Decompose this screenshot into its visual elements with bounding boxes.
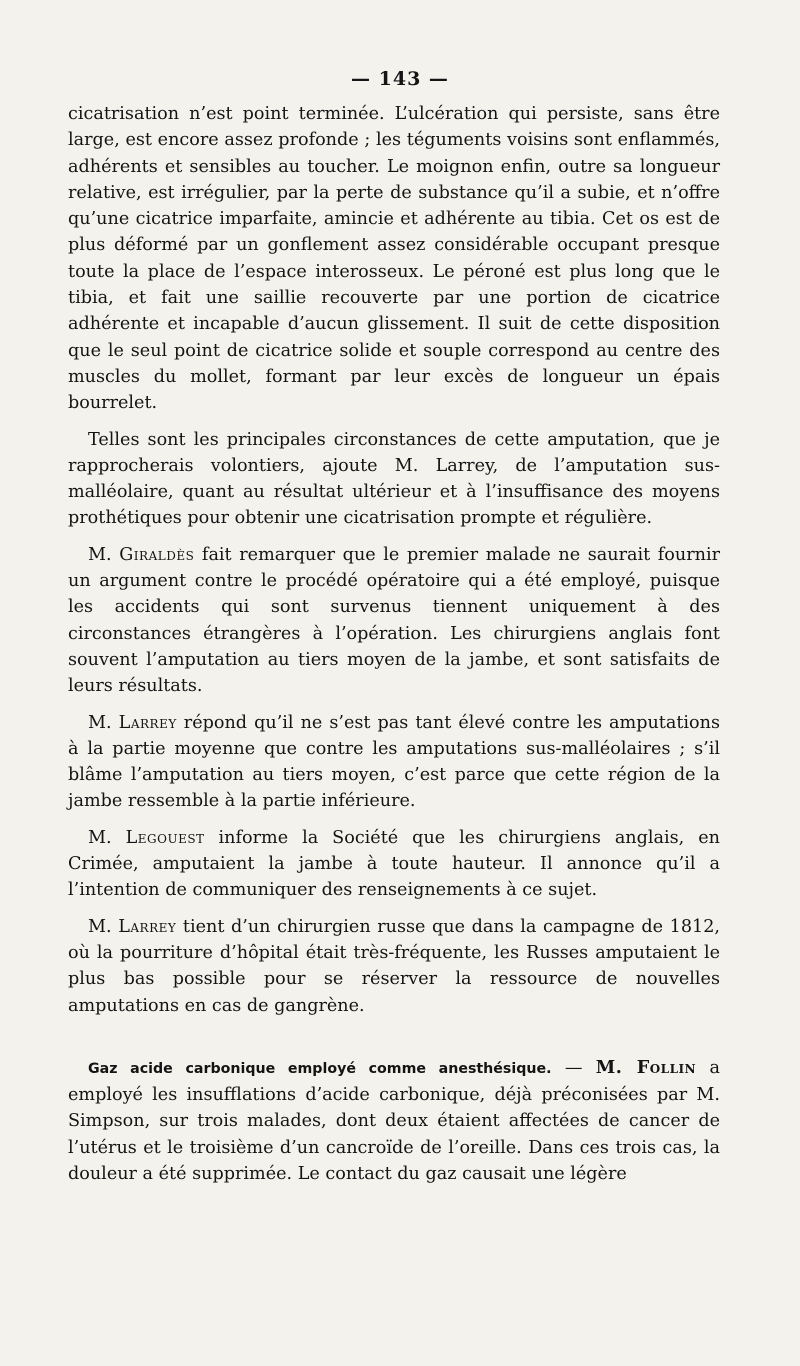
paragraph-1: cicatrisation n’est point terminée. L’ulcération qui persiste, sans être large, est encore assez profonde ; les téguments voisins sont enflammés, adhérents et sensibles au toucher. Le moignon enfin, outre sa longueur relative, est irrégulier, par la perte de substance qu’il a subie, et n’offre qu’une cicatrice imparfaite, amincie et adhérente au tibia. Cet os est de plus déformé par un gonflement assez considérable occupant presque toute la place de l’espace interosseux. Le péroné est plus long que le tibia, et fait une saillie recouverte par une portion de cicatrice adhérente et incapable d’aucun glissement. Il suit de cette disposition que le seul point de cicatrice solide et souple correspond au centre des muscles du mollet, formant par leur excès de longueur un épais bourrelet. <box>68 104 720 414</box>
speaker-name: Legouest <box>125 827 205 848</box>
paragraph-2: Telles sont les principales circonstances de cette amputation, que je rapprocherais volontiers, ajoute M. Larrey, de l’amputation sus-malléolaire, quant au résultat ultérieur et à l’insuffisance des moyens prothétiques pour obtenir une cicatrisation prompte et régulière. <box>68 429 720 529</box>
paragraph-text: tient d’un chirurgien russe que dans la campagne de 1812, où la pourriture d’hôpital était très-fréquente, les Russes amputaient le plus bas possible pour se réserver la ressource de nouvelles amputations en cas de gangrène. <box>68 916 720 1016</box>
speaker-prefix: M. <box>88 544 120 565</box>
speaker-name: Larrey <box>118 712 177 733</box>
section-author: M. Follin <box>595 1056 697 1078</box>
paragraph-4 <box>68 710 720 815</box>
paragraph-text: a employé les insufflations d’acide carbonique, déjà préconisées par M. Simpson, sur trois malades, dont deux étaient affectées de cancer de l’utérus et le troisième d’un cancroïde de l’oreille. Dans ces trois cas, la douleur a été supprimée. Le contact du gaz causait une légère <box>68 1057 720 1184</box>
paragraph-text: fait remarquer que le premier malade ne saurait fournir un argument contre le procédé opératoire qui a été employé, puisque les accidents qui sont survenus tiennent uniquement à des circonstances étrangères à l’opération. Les chirurgiens anglais font souvent l’amputation au tiers moyen de la jambe, et sont satisfaits de leurs résultats. <box>68 544 721 697</box>
speaker-name: Larrey <box>118 916 177 937</box>
speaker-prefix: M. <box>88 827 126 848</box>
paragraph-text: répond qu’il ne s’est pas tant élevé contre les amputations à la partie moyenne que contre les amputations sus-malléolaires ; s’il blâme l’amputation au tiers moyen, c’est parce que cette région de la jambe ressemble à la partie inférieure. <box>68 712 720 812</box>
heading-dash: — <box>551 1057 596 1078</box>
page-number: — 143 — <box>351 68 449 90</box>
paragraph-5 <box>68 825 720 904</box>
section-heading: Gaz acide carbonique employé comme anesthésique. <box>88 1060 552 1077</box>
paragraph-6 <box>68 914 720 1019</box>
paragraph-7 <box>68 1055 720 1187</box>
paragraph-text: informe la Société que les chirurgiens anglais, en Crimée, amputaient la jambe à toute hauteur. Il annonce qu’il a l’intention de communiquer des renseignements à ce sujet. <box>68 827 720 901</box>
speaker-name: Giraldès <box>119 544 195 565</box>
body-text <box>68 101 720 1187</box>
speaker-prefix: M. <box>88 916 119 937</box>
paragraph-3 <box>68 542 720 700</box>
speaker-prefix: M. <box>88 712 119 733</box>
